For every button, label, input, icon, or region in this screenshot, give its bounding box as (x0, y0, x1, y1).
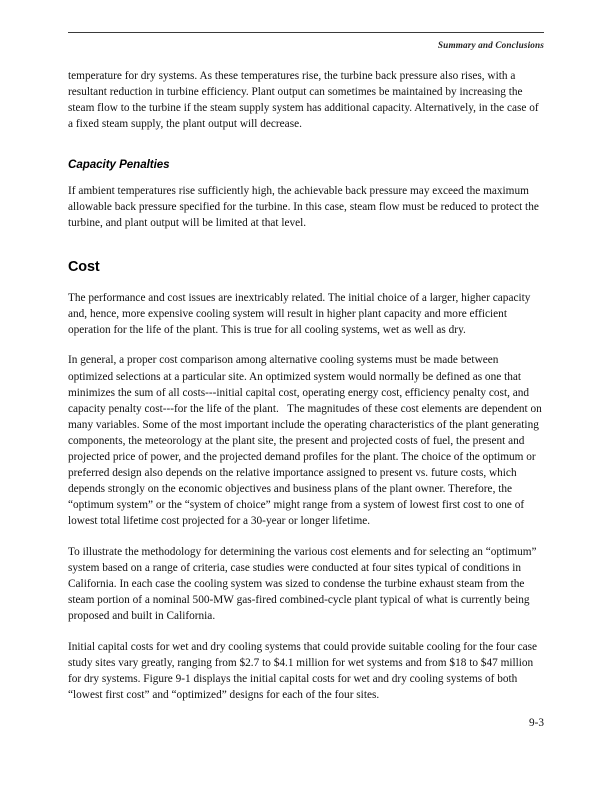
paragraph-cost-comparison: In general, a proper cost comparison among alternative cooling systems must be made between optimized selections at a particular site. An optimized system would normally be defined as one that minimizes the sum of all costs---initial capital cost, operating energy cost, efficiency penalty cost, and capacity penalty cost---for the life of the plant. The magnitudes of these cost elements are dependent on many variables. Some of the most important include the operating characteristics of the plant generating components, the meteorology at the plant site, the present and projected costs of fuel, the present and projected price of power, and the projected demand profiles for the plant. The choice of the optimum or preferred design also depends on the relative importance assigned to present vs. future costs, which depends strongly on the economic objectives and business plans of the plant owner. Therefore, the “optimum system” or the “system of choice” might range from a system of lowest first cost to one of lowest total lifetime cost projected for a 30-year or longer lifetime. (68, 354, 545, 528)
running-head: Summary and Conclusions (437, 40, 544, 50)
paragraph-methodology-case-studies: To illustrate the methodology for determining the various cost elements and for selecting an “optimum” system based on a range of criteria, case studies were conducted at four sites typical of conditions in California. In each case the cooling system was sized to condense the turbine exhaust steam from the steam portion of a nominal 500-MW gas-fired combined-cycle plant typical of what is currently being proposed and built in California. (68, 545, 540, 623)
heading-cost: Cost (68, 258, 100, 275)
paragraph-initial-capital-costs: Initial capital costs for wet and dry cooling systems that could provide suitable cooling for the four case study sites vary greatly, ranging from $2.7 to $4.1 million for wet systems and from $18 to $47 million for dry systems. Figure 9-1 displays the initial capital costs for wet and dry cooling systems of both “lowest first cost” and “optimized” designs for each of the four sites. (68, 640, 540, 702)
spacer (68, 276, 544, 290)
subheading-capacity-penalties: Capacity Penalties (68, 157, 170, 171)
spacer (68, 246, 544, 258)
paragraph-performance-cost-issues: The performance and cost issues are inextricably related. The initial choice of a larger, higher capacity and, hence, more expensive cooling system will result in higher plant capacity and more efficient operation for the life of the plant. This is true for all cooling systems, wet as well as dry. (68, 291, 534, 336)
page-number: 9-3 (528, 717, 544, 729)
header-divider-rule (68, 32, 544, 33)
paragraph-ambient-temperatures: If ambient temperatures rise sufficiently high, the achievable back pressure may exceed the maximum allowable back pressure specified for the turbine. In this case, steam flow must be reduced to protect the turbine, and plant output will be limited at that level. (68, 184, 542, 230)
spacer (68, 172, 544, 183)
paragraph-temperature-dry-systems: temperature for dry systems. As these temperatures rise, the turbine back pressure also rises, with a resultant reduction in turbine efficiency. Plant output can sometimes be maintained by increasing the steam flow to the turbine if the steam supply system has additional capacity. Alternatively, in the case of a fixed steam supply, the plant output will decrease. (68, 70, 542, 131)
spacer (68, 147, 544, 157)
page-content (68, 68, 544, 718)
